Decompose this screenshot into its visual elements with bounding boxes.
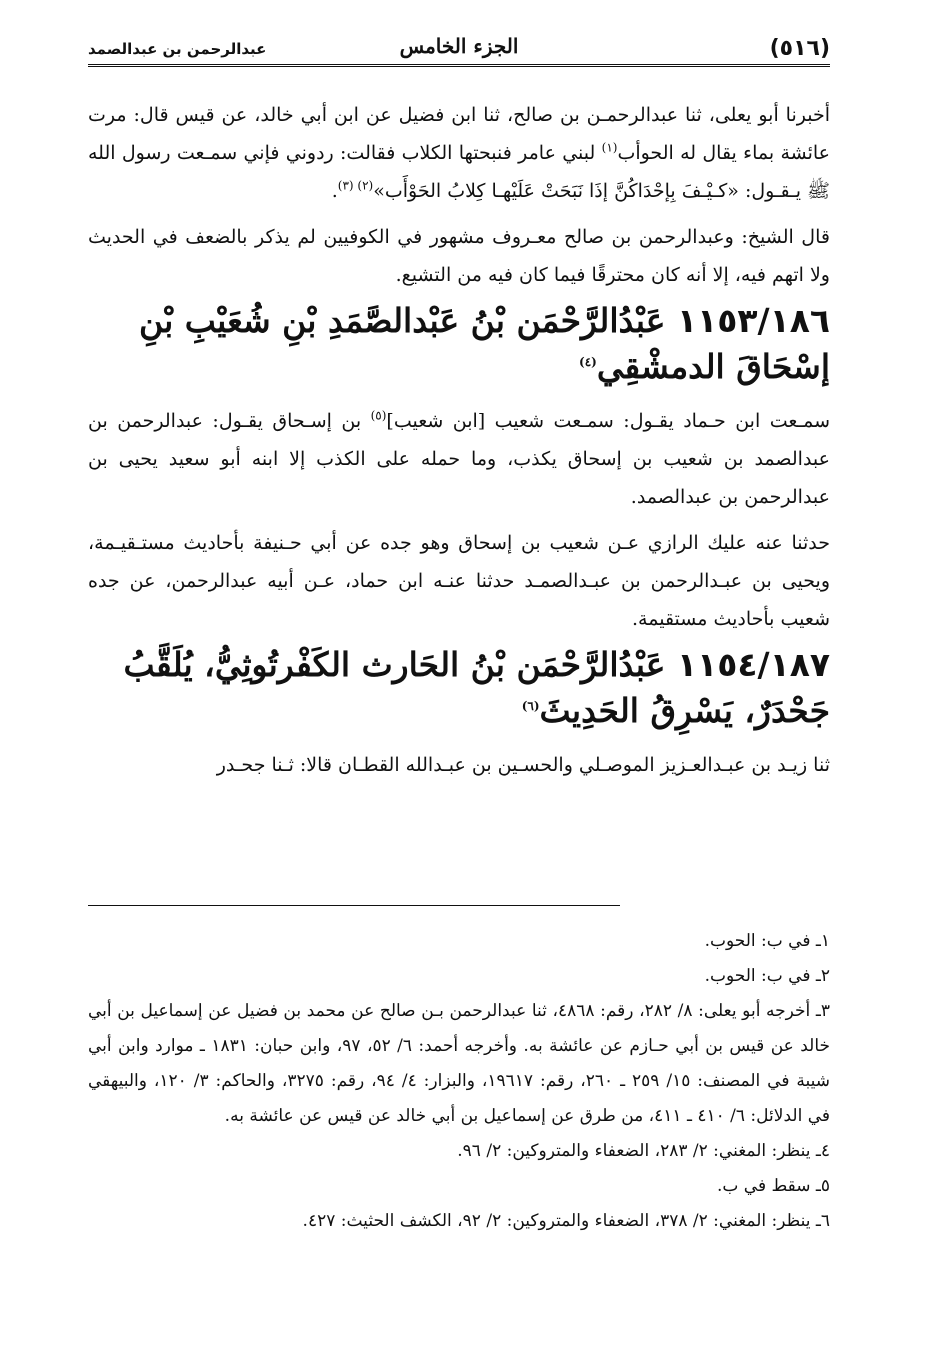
entry-title: عَبْدُالرَّحْمَن بْنُ الحَارث الكَفْرتُوثِيُّ، يُلَقَّبُ جَحْدَرٌ، يَسْرِقُ الحَدِيثَ: [123, 645, 830, 730]
footnote-ref: (٥): [370, 408, 387, 423]
footnote-ref: (١): [601, 140, 618, 155]
entry-title: عَبْدُالرَّحْمَن بْنُ عَبْدالصَّمَدِ بْنِ شُعَيْبِ بْنِ إسْحَاقَ الدمشْقِي: [138, 301, 830, 386]
footnote-ref: (٤): [579, 355, 597, 369]
paragraph-text: لبني عامر فنبحتها الكلاب فقالت: ردوني فإني سمـعت رسول الله ﷺ يـقـول: «كـيْـفَ بِإحْدَاكُنَّ إذَا نَبَحَتْ عَلَيْهـا كِلابُ الحَوْأَب»: [88, 142, 830, 202]
paragraph-text: سمـعت ابن حـماد يقـول: سمـعت شعيب [ابن شعيب]: [386, 410, 830, 432]
footnote: ٦ـ ينظر: المغني: ٢/ ٣٧٨، الضعفاء والمتروكين: ٢/ ٩٢، الكشف الحثيث: ٤٢٧.: [302, 1211, 830, 1231]
footnote-ref: (٦): [521, 699, 540, 713]
footnotes: [88, 924, 830, 1239]
footnote: ٢ـ في ب: الحوب.: [704, 966, 830, 986]
footnote-ref: (٢) (٣): [337, 178, 374, 193]
footnote-separator: [88, 905, 620, 906]
paragraph-text: .: [331, 180, 338, 202]
footnote: ٤ـ ينظر: المغني: ٢/ ٢٨٣، الضعفاء والمتروكين: ٢/ ٩٦.: [457, 1141, 830, 1161]
paragraph-text: بن إسـحاق يقـول: عبدالرحمن بن عبدالصمد بن شعيب بن إسحاق يكذب، وما حمله على الكذب إلا ابنه أبو سعيد يحيى بن عبدالرحمن بن عبدالصمد.: [88, 410, 830, 508]
running-title: عبدالرحمن بن عبدالصمد: [88, 40, 267, 58]
entry-heading: [88, 642, 830, 734]
part-title: الجزء الخامس: [399, 34, 519, 58]
paragraph-text: أخبرنا أبو يعلى، ثنا عبدالرحمـن بن صالح، ثنا ابن فضيل عن ابن أبي خالد، عن قيس قال: مرت عائشة بماء يقال له الحوأب: [88, 104, 830, 164]
entry-number: ١١٥٣/١٨٦: [676, 301, 830, 340]
footnote: ٥ـ سقط في ب.: [716, 1176, 830, 1196]
paragraph-hadith: [88, 96, 830, 210]
paragraph-text-block: حدثنا عنه عليك الرازي عـن شعيب بن إسحاق وهو جده عن أبي حـنيفة بأحاديث مستـقيـمة، ويحيى بن عبـدالرحمن بن عبـدالصمـد حدثنا عنـه ابن حماد، عـن أبيه عبدالرحمن، عن جده شعيب بأحاديث مستقيمة.: [88, 532, 830, 630]
paragraph-text-block: ثنا زيـد بن عبـدالعـزيز الموصـلي والحسـين بن عبـدالله القطـان قالا: ثـنا جحـدر: [216, 754, 830, 776]
page-number: (٥١٦): [769, 36, 830, 61]
paragraph-sheikh-comment: قال الشيخ: وعبدالرحمن بن صالح معـروف مشهور في الكوفيين لم يذكر بالضعف في الحديث ولا اتهم فيه، إلا أنه كان محترقًا فيما كان فيه من التشيع.: [88, 226, 830, 286]
entry-heading: [88, 298, 830, 390]
main-text: [88, 96, 830, 784]
paragraph-text-block: [88, 402, 830, 516]
entry-number: ١١٥٤/١٨٧: [676, 645, 830, 684]
running-header: [88, 32, 830, 62]
footnote: ٣ـ أخرجه أبو يعلى: ٨/ ٢٨٢، رقم: ٤٨٦٨، ثنا عبدالرحمن بـن صالح عن محمد بن فضيل عن إسماعيل بن أبي خالد عن قيس بن أبي حـازم عن عائشة به. وأخرجه أحمد: ٦/ ٥٢، ٩٧، وابن حبان: ١٨٣١ ـ موارد وابن أبي شيبة في المصنف: ١٥/ ٢٥٩ ـ ٢٦٠، رقم: ١٩٦١٧، والبزار: ٤/ ٩٤، رقم: ٣٢٧٥، والحاكم: ٣/ ١٢٠، والبيهقي في الدلائل: ٦/ ٤١٠ ـ ٤١١، من طرق عن إسماعيل بن أبي خالد عن قيس عن عائشة به.: [88, 1001, 831, 1126]
footnote: ١ـ في ب: الحوب.: [704, 931, 830, 951]
header-rule: [88, 64, 830, 67]
